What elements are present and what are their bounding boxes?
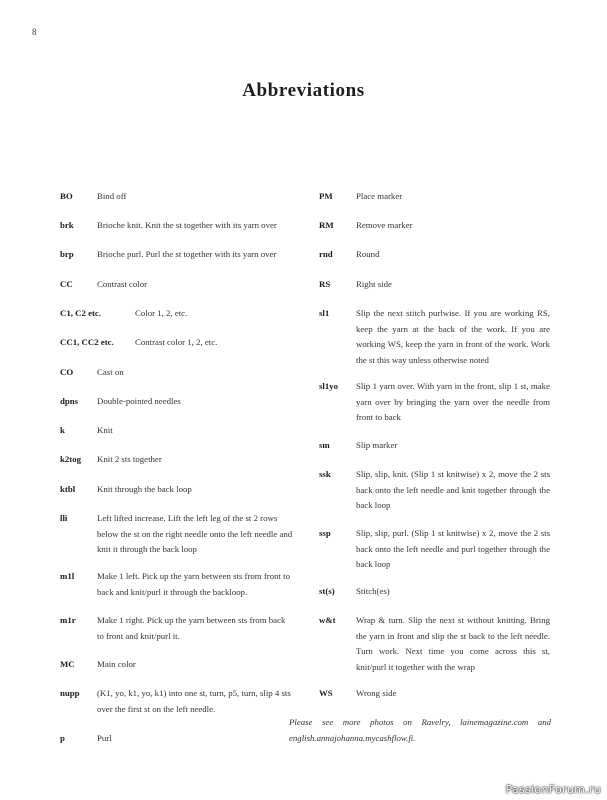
abbr-term: ktbl: [60, 484, 76, 494]
abbr-term: sl1: [319, 308, 330, 318]
abbr-term: CC1, CC2 etc.: [60, 337, 114, 347]
abbr-term: ssk: [319, 469, 331, 479]
abbr-term: RS: [319, 279, 331, 289]
abbr-definition: Knit through the back loop: [97, 484, 192, 494]
abbr-term: lli: [60, 513, 68, 523]
abbr-definition: Color 1, 2, etc.: [135, 308, 188, 318]
abbr-definition: Purl: [97, 733, 112, 743]
abbr-term: w&t: [319, 615, 336, 625]
abbr-definition: Double-pointed needles: [97, 396, 181, 406]
abbr-definition: Contrast color: [97, 279, 148, 289]
abbr-term: p: [60, 733, 65, 743]
abbr-term: m1l: [60, 571, 75, 581]
abbr-definition: Wrong side: [356, 688, 397, 698]
page-number: 8: [32, 27, 37, 37]
abbr-definition: Brioche purl. Purl the st together with its yarn over: [97, 249, 277, 259]
abbr-term: brk: [60, 220, 74, 230]
abbr-definition: Make 1 right. Pick up the yarn between sts from back to front and knit/purl it.: [97, 615, 286, 641]
abbr-term: PM: [319, 191, 333, 201]
abbr-term: WS: [319, 688, 333, 698]
abbr-definition: Knit: [97, 425, 113, 435]
page-title: Abbreviations: [242, 80, 365, 101]
abbr-definition: Make 1 left. Pick up the yarn between sts from front to back and knit/purl it through the backloop.: [97, 571, 290, 597]
abbr-definition: Knit 2 sts together: [97, 454, 162, 464]
abbr-definition: Brioche knit. Knit the st together with its yarn over: [97, 220, 277, 230]
abbr-definition: Slip the next stitch purlwise. If you are working RS, keep the yarn at the back of the work. If you are working WS, keep the yarn in front of the work. Work the st this way unless otherwise noted: [356, 308, 550, 365]
watermark: PassionForum.ru: [505, 783, 601, 796]
abbr-term: k: [60, 425, 65, 435]
abbr-definition: Slip, slip, purl. (Slip 1 st knitwise) x 2, move the 2 sts back onto the left needle and purl together through the back loop: [356, 528, 550, 569]
abbr-definition: Stitch(es): [356, 586, 390, 596]
abbr-term: RM: [319, 220, 334, 230]
abbr-term: sm: [319, 440, 330, 450]
abbr-definition: Main color: [97, 659, 136, 669]
abbr-term: C1, C2 etc.: [60, 308, 102, 318]
abbr-term: dpns: [60, 396, 79, 406]
abbr-definition: Cast on: [97, 367, 124, 377]
abbr-term: MC: [60, 659, 75, 669]
abbr-term: brp: [60, 249, 74, 259]
abbr-definition: Contrast color 1, 2, etc.: [135, 337, 218, 347]
abbr-definition: Wrap & turn. Slip the next st without knitting. Bring the yarn in front and slip the st back to the left needle. Turn work. Next time you come across this st, knit/purl it together with the wrap: [356, 615, 550, 672]
abbr-term: rnd: [319, 249, 333, 259]
abbr-term: nupp: [60, 688, 80, 698]
abbr-definition: Left lifted increase. Lift the left leg of the st 2 rows below the st on the right needle onto the left needle and knit it through the back loop: [97, 513, 293, 554]
abbr-definition: Slip, slip, knit. (Slip 1 st knitwise) x 2, move the 2 sts back onto the left needle and knit together through the back loop: [356, 469, 550, 510]
abbr-definition: Slip 1 yarn over. With yarn in the front, slip 1 st, make yarn over by bringing the yarn over the needle from front to back: [356, 381, 550, 422]
abbr-term: st(s): [319, 586, 335, 596]
abbr-term: sl1yo: [319, 381, 339, 391]
abbr-term: CC: [60, 279, 73, 289]
abbr-term: BO: [60, 191, 73, 201]
abbr-definition: Place marker: [356, 191, 403, 201]
abbr-definition: Round: [356, 249, 380, 259]
abbr-definition: Remove marker: [356, 220, 413, 230]
abbr-definition: Right side: [356, 279, 392, 289]
abbr-definition: Bind off: [97, 191, 127, 201]
abbr-definition: Slip marker: [356, 440, 398, 450]
photos-note: Please see more photos on Ravelry, lainemagazine.com and english.annajohanna.mycashflow.fi.: [289, 717, 551, 743]
abbr-term: k2tog: [60, 454, 82, 464]
abbr-term: m1r: [60, 615, 76, 625]
abbr-term: CO: [60, 367, 74, 377]
abbr-definition: (K1, yo, k1, yo, k1) into one st, turn, p5, turn, slip 4 sts over the first st on the left needle.: [97, 688, 291, 714]
abbr-term: ssp: [319, 528, 331, 538]
